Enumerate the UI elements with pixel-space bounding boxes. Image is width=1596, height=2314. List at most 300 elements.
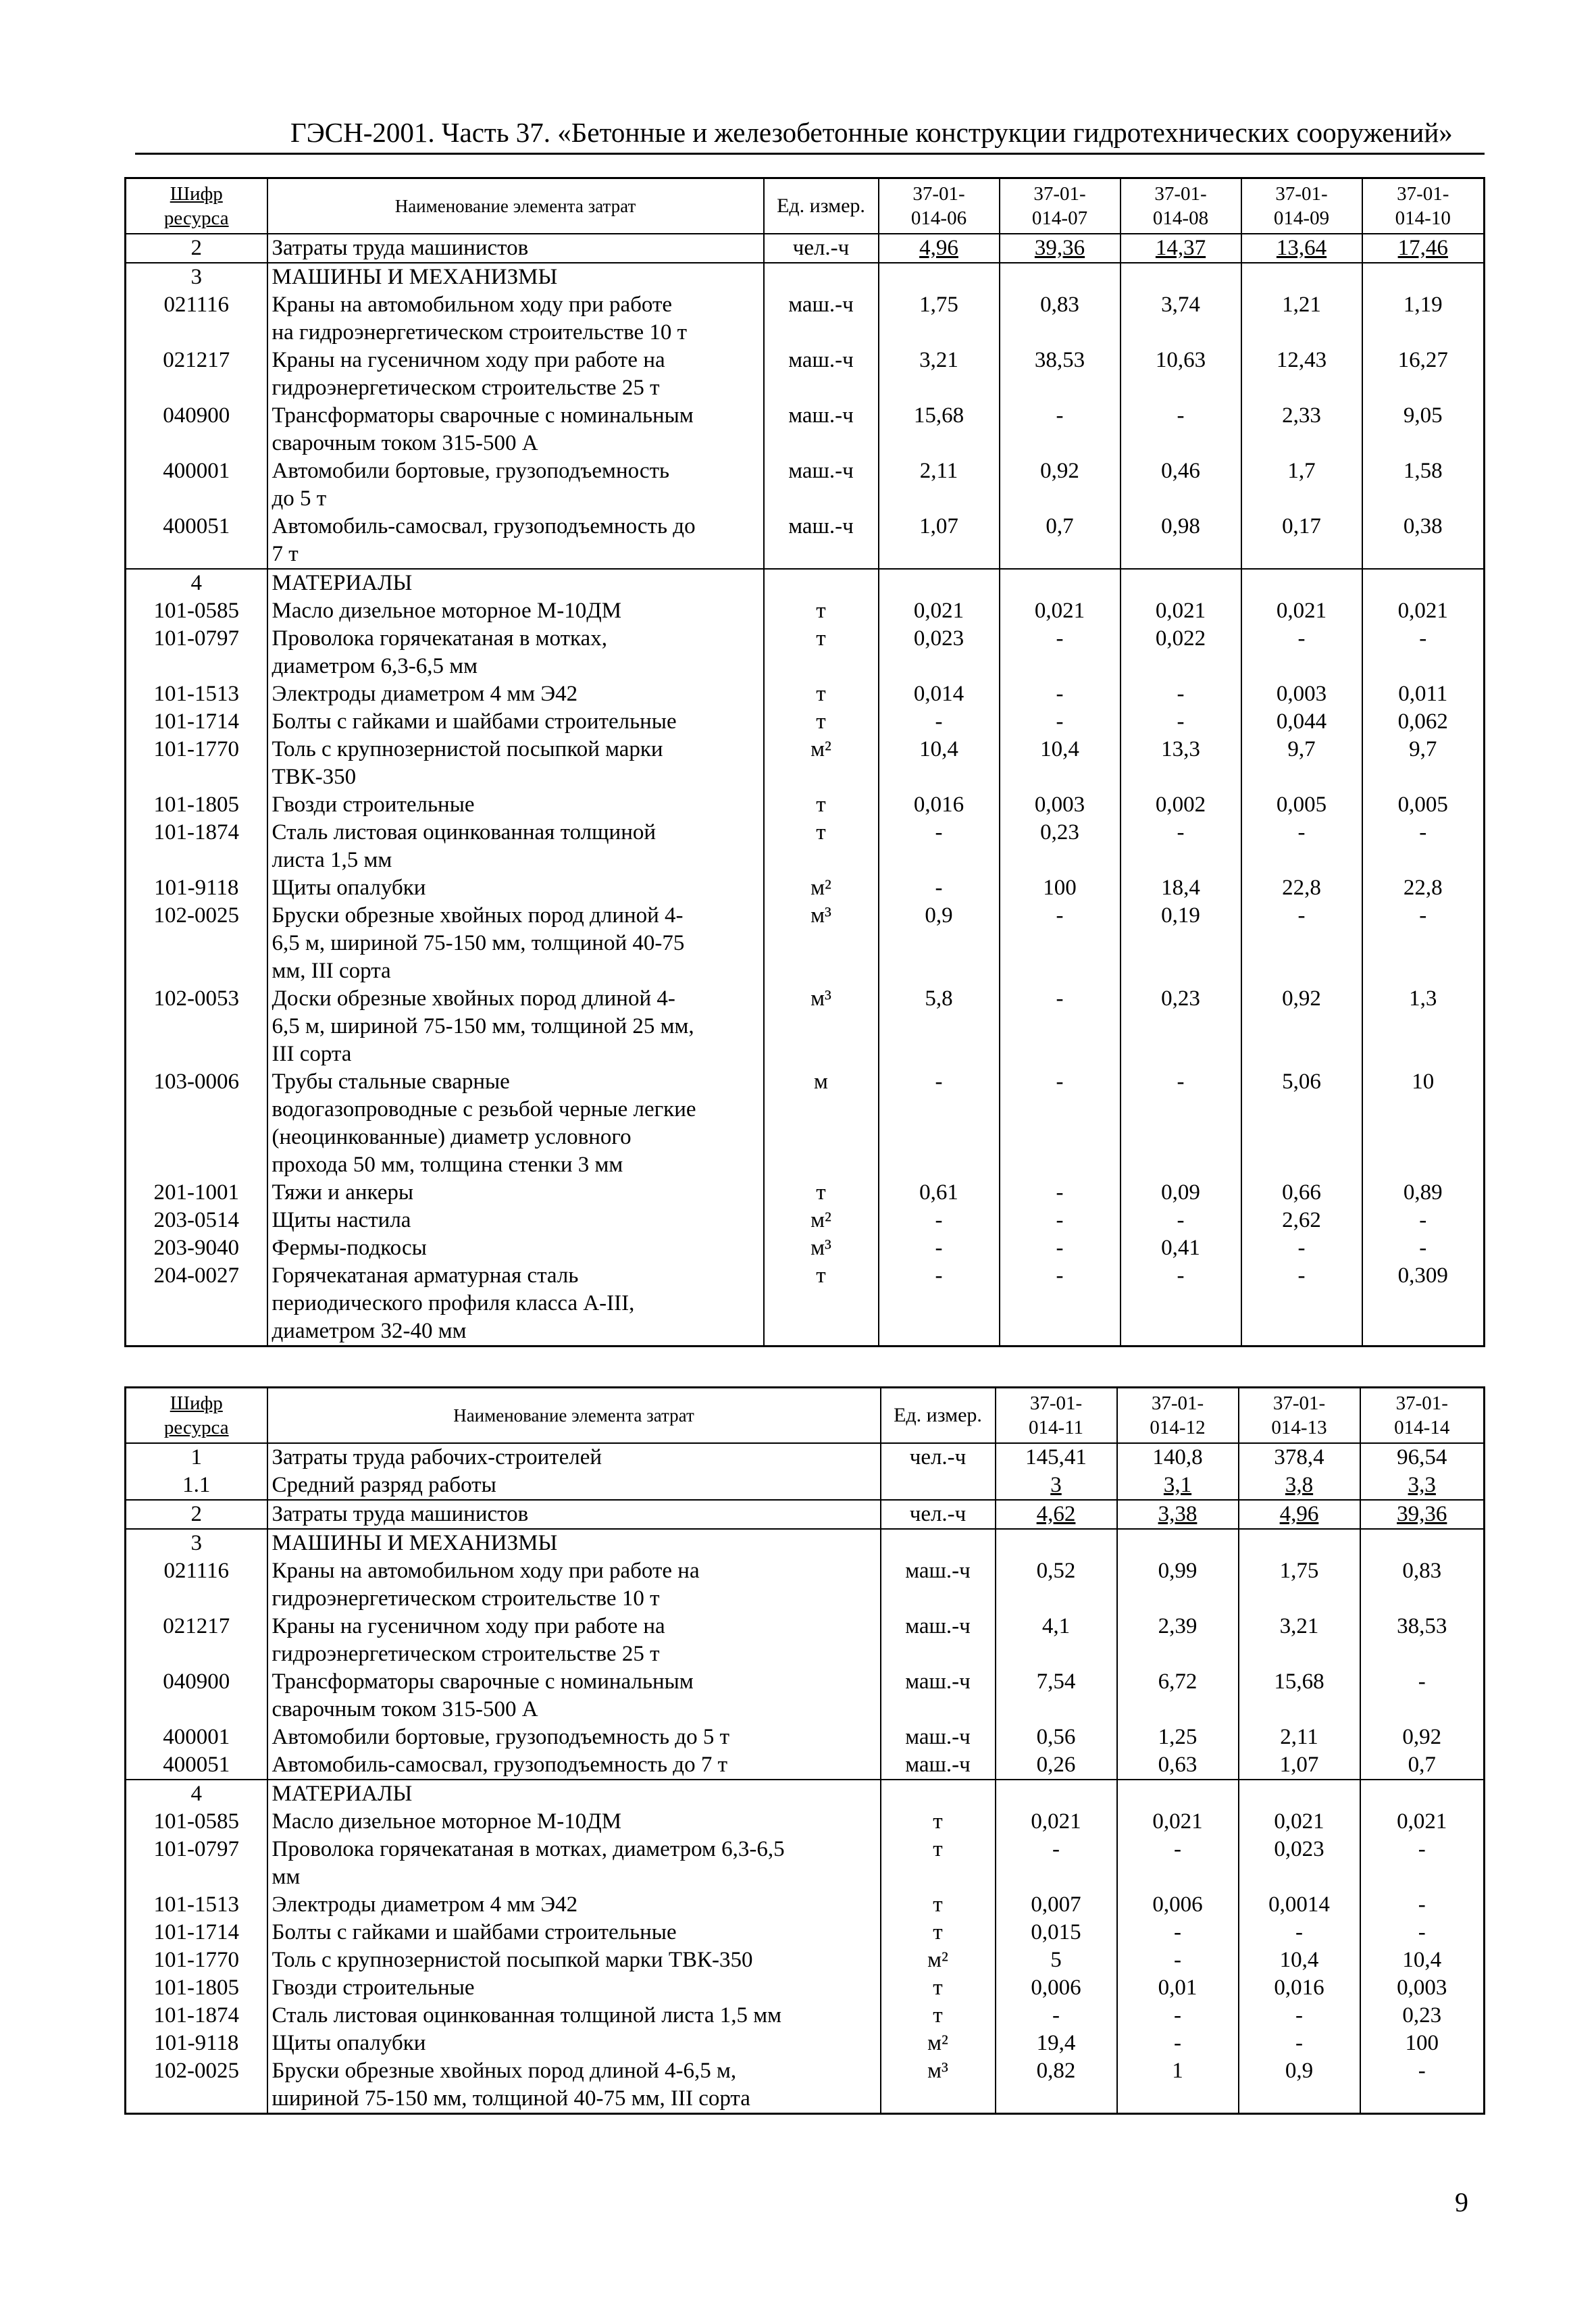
resource-code: 101-1805 [126, 791, 267, 819]
resource-name-line: Краны на гусеничном ходу при работе на [272, 348, 665, 372]
resource-code: 021217 [126, 347, 267, 402]
resource-name-line: Проволока горячекатаная в мотках, [272, 626, 607, 651]
resource-name [267, 1974, 881, 2002]
norm-value: 0,011 [1362, 680, 1485, 708]
norm-value: 0,92 [1360, 1724, 1485, 1751]
resource-name [267, 1179, 764, 1207]
norm-value: 96,54 [1360, 1443, 1485, 1472]
resource-name-line: сварочным током 315-500 А [272, 1697, 538, 1721]
table-header-row [126, 1388, 1485, 1444]
resource-name-line: Доски обрезные хвойных пород длиной 4- [272, 986, 675, 1011]
norm-value: 0,023 [879, 625, 1000, 680]
resource-code: 101-0585 [126, 597, 267, 625]
norm-value: 0,005 [1241, 791, 1362, 819]
unit-of-measure: т [881, 2002, 996, 2030]
resource-name [267, 2057, 881, 2114]
table-row [126, 234, 1485, 263]
resource-code: 021217 [126, 1613, 267, 1668]
norm-value [1121, 234, 1241, 263]
resource-code: 4 [126, 569, 267, 597]
resource-code: 103-0006 [126, 1068, 267, 1179]
table-header-row [126, 178, 1485, 234]
resource-name-line: Болты с гайками и шайбами строительные [272, 709, 677, 734]
resource-name-line: сварочным током 315-500 А [272, 431, 538, 455]
norm-value: 0,021 [879, 597, 1000, 625]
resource-code: 101-9118 [126, 2030, 267, 2057]
norm-value: 0,46 [1121, 457, 1241, 513]
norm-value: 0,003 [1360, 1974, 1485, 2002]
table-row [126, 1443, 1485, 1472]
norm-value: - [1121, 402, 1241, 457]
resource-name-line: Электроды диаметром 4 мм Э42 [272, 682, 578, 706]
resource-name-line: Трансформаторы сварочные с номинальным [272, 403, 694, 428]
resource-code: 101-1714 [126, 1919, 267, 1946]
resource-code: 021116 [126, 1557, 267, 1613]
norm-value: - [1000, 1262, 1121, 1347]
resource-code: 101-1770 [126, 1946, 267, 1974]
norm-value [996, 1780, 1117, 1808]
table-row [126, 1179, 1485, 1207]
norm-value: 9,7 [1362, 736, 1485, 791]
resource-name-line: мм [272, 1865, 301, 1889]
resource-name [267, 597, 764, 625]
resource-name [267, 2002, 881, 2030]
resource-name [267, 347, 764, 402]
norm-value: 0,021 [1121, 597, 1241, 625]
resource-name-line: Толь с крупнозернистой посыпкой марки ТВК-350 [272, 1948, 753, 1972]
resource-code: 101-0797 [126, 1836, 267, 1891]
norm-value: 19,4 [996, 2030, 1117, 2057]
resource-name-line: Краны на автомобильном ходу при работе на [272, 1559, 700, 1583]
code-header: Шифр ресурса [126, 178, 267, 234]
norm-value: 3,74 [1121, 291, 1241, 347]
table-row [126, 1751, 1485, 1780]
resource-name [267, 2030, 881, 2057]
resource-name [267, 1443, 881, 1472]
norm-value: 0,7 [1360, 1751, 1485, 1780]
resource-name-line: Трансформаторы сварочные с номинальным [272, 1669, 694, 1694]
unit-of-measure: т [764, 1262, 879, 1347]
norm-value: - [1362, 625, 1485, 680]
unit-of-measure: т [764, 625, 879, 680]
resource-code: 203-0514 [126, 1207, 267, 1234]
resource-name-line: МАТЕРИАЛЫ [272, 571, 413, 595]
norm-value: 2,33 [1241, 402, 1362, 457]
norm-value [1362, 234, 1485, 263]
norm-value: 1,3 [1362, 985, 1485, 1068]
norm-value-text: 39,36 [1034, 236, 1085, 260]
unit-of-measure [764, 569, 879, 597]
table-row [126, 1946, 1485, 1974]
norm-value: 0,021 [1239, 1808, 1360, 1836]
unit-of-measure: м³ [881, 2057, 996, 2114]
resource-code: 203-9040 [126, 1234, 267, 1262]
norm-value [1362, 263, 1485, 291]
resource-code: 101-1714 [126, 708, 267, 736]
norm-value: 0,016 [1239, 1974, 1360, 2002]
norm-value: 0,63 [1117, 1751, 1239, 1780]
norm-value: 15,68 [879, 402, 1000, 457]
unit-of-measure: чел.-ч [881, 1443, 996, 1472]
norm-value [1362, 569, 1485, 597]
norm-value: 0,9 [1239, 2057, 1360, 2114]
norm-value: - [1000, 985, 1121, 1068]
unit-of-measure: маш.-ч [764, 402, 879, 457]
unit-of-measure: чел.-ч [764, 234, 879, 263]
unit-of-measure: м³ [764, 1234, 879, 1262]
resource-name-line: Автомобиль-самосвал, грузоподъемность до 7 т [272, 1753, 727, 1777]
table-row [126, 291, 1485, 347]
resource-name-line: диаметром 6,3-6,5 мм [272, 654, 478, 678]
norm-value: 5 [996, 1946, 1117, 1974]
resource-name-line: МАШИНЫ И МЕХАНИЗМЫ [272, 1531, 558, 1555]
resource-code: 101-0585 [126, 1808, 267, 1836]
table-row [126, 347, 1485, 402]
resource-name [267, 1668, 881, 1724]
unit-of-measure: м² [764, 874, 879, 902]
norm-value: 0,021 [1117, 1808, 1239, 1836]
norm-value: 1,07 [1239, 1751, 1360, 1780]
table-row [126, 2057, 1485, 2114]
norm-value: - [1360, 1891, 1485, 1919]
resource-name-line: Затраты труда рабочих-строителей [272, 1445, 602, 1469]
resource-name [267, 791, 764, 819]
resource-code: 2 [126, 1500, 267, 1529]
norm-value: 10,4 [1360, 1946, 1485, 1974]
norm-value: - [879, 1234, 1000, 1262]
resource-name-line: Сталь листовая оцинкованная толщиной листа 1,5 мм [272, 2003, 782, 2028]
resource-name [267, 1262, 764, 1347]
resource-name [267, 1234, 764, 1262]
norm-value: 15,68 [1239, 1668, 1360, 1724]
resource-name [267, 1613, 881, 1668]
resource-name-line: прохода 50 мм, толщина стенки 3 мм [272, 1153, 623, 1177]
table-row [126, 902, 1485, 985]
resource-name-line: 6,5 м, шириной 75-150 мм, толщиной 40-75 [272, 931, 685, 955]
resource-name-line: листа 1,5 мм [272, 848, 392, 872]
norm-value: 0,003 [1000, 791, 1121, 819]
unit-of-measure [764, 263, 879, 291]
resource-name-line: Трубы стальные сварные [272, 1070, 510, 1094]
resource-name [267, 263, 764, 291]
norm-value: 0,92 [1241, 985, 1362, 1068]
resource-name-line: Электроды диаметром 4 мм Э42 [272, 1892, 578, 1917]
resource-name-line: Тяжи и анкеры [272, 1180, 414, 1205]
norm-value: 0,19 [1121, 902, 1241, 985]
resource-table-2 [124, 1386, 1485, 2115]
table-row [126, 874, 1485, 902]
norm-value [1239, 1500, 1360, 1529]
norm-value: 1,58 [1362, 457, 1485, 513]
unit-of-measure: м² [881, 1946, 996, 1974]
norm-value: - [1000, 1207, 1121, 1234]
resource-name-line: 6,5 м, шириной 75-150 мм, толщиной 25 мм, [272, 1014, 694, 1038]
norm-value: 0,7 [1000, 513, 1121, 569]
norm-value: 1,25 [1117, 1724, 1239, 1751]
norm-value [1360, 1472, 1485, 1500]
norm-value: 3,21 [1239, 1613, 1360, 1668]
table-row [126, 1919, 1485, 1946]
resource-code: 101-1874 [126, 819, 267, 874]
norm-value: 1,75 [879, 291, 1000, 347]
norm-value [1117, 1780, 1239, 1808]
norm-value: - [1239, 1919, 1360, 1946]
table-row [126, 569, 1485, 597]
resource-name-line: Болты с гайками и шайбами строительные [272, 1920, 677, 1944]
norm-value: - [879, 1068, 1000, 1179]
norm-value: - [1121, 819, 1241, 874]
table-body [126, 234, 1485, 1347]
resource-name [267, 625, 764, 680]
table-row [126, 2030, 1485, 2057]
norm-value: 10,4 [879, 736, 1000, 791]
resource-name-line: гидроэнергетическом строительстве 25 т [272, 1642, 660, 1666]
resource-name-line: водогазопроводные с резьбой черные легкие [272, 1097, 696, 1122]
unit-of-measure [881, 1780, 996, 1808]
norm-value: 0,23 [1000, 819, 1121, 874]
resource-name [267, 736, 764, 791]
resource-code: 101-0797 [126, 625, 267, 680]
resource-code: 102-0025 [126, 2057, 267, 2114]
resource-code: 400051 [126, 1751, 267, 1780]
norm-value: 2,11 [1239, 1724, 1360, 1751]
norm-value: 0,005 [1362, 791, 1485, 819]
resource-name-line: Гвозди строительные [272, 793, 475, 817]
norm-value: 0,006 [1117, 1891, 1239, 1919]
table-row [126, 1724, 1485, 1751]
norm-value: - [1117, 1946, 1239, 1974]
unit-of-measure: маш.-ч [764, 291, 879, 347]
table-row [126, 791, 1485, 819]
unit-of-measure: чел.-ч [881, 1500, 996, 1529]
resource-name-line: Сталь листовая оцинкованная толщиной [272, 820, 657, 845]
norm-value: - [1360, 2057, 1485, 2114]
resource-code: 400051 [126, 513, 267, 569]
table-row [126, 625, 1485, 680]
resource-name-line: Проволока горячекатаная в мотках, диаметром 6,3-6,5 [272, 1837, 785, 1861]
resource-name-line: диаметром 32-40 мм [272, 1319, 467, 1343]
resource-name [267, 1946, 881, 1974]
unit-of-measure: маш.-ч [881, 1724, 996, 1751]
norm-value: - [1121, 708, 1241, 736]
norm-value: 0,89 [1362, 1179, 1485, 1207]
norm-value: 1,19 [1362, 291, 1485, 347]
norm-value: 0,023 [1239, 1836, 1360, 1891]
norm-value: 100 [1000, 874, 1121, 902]
unit-of-measure: маш.-ч [881, 1751, 996, 1780]
norm-value: 100 [1360, 2030, 1485, 2057]
norm-value: 0,09 [1121, 1179, 1241, 1207]
norm-value: 0,41 [1121, 1234, 1241, 1262]
norm-value: - [1239, 2002, 1360, 2030]
resource-code: 101-9118 [126, 874, 267, 902]
resource-name [267, 291, 764, 347]
norm-value: 1,7 [1241, 457, 1362, 513]
table-row [126, 457, 1485, 513]
table-row [126, 513, 1485, 569]
resource-name-line: шириной 75-150 мм, толщиной 40-75 мм, III сорта [272, 2086, 750, 2111]
norm-value: 5,8 [879, 985, 1000, 1068]
resource-name-line: гидроэнергетическом строительстве 25 т [272, 376, 660, 400]
resource-name-line: ТВК-350 [272, 765, 357, 789]
resource-code: 101-1513 [126, 680, 267, 708]
norm-value: - [1000, 1179, 1121, 1207]
resource-name [267, 1836, 881, 1891]
norm-value: - [1362, 902, 1485, 985]
norm-value: - [1000, 625, 1121, 680]
unit-of-measure: м [764, 1068, 879, 1179]
norm-code-header: 37-01- 014-09 [1241, 178, 1362, 234]
resource-name [267, 1068, 764, 1179]
norm-value [1241, 234, 1362, 263]
resource-name-line: Затраты труда машинистов [272, 236, 529, 260]
unit-of-measure: м³ [764, 985, 879, 1068]
resource-name [267, 819, 764, 874]
norm-value: 9,7 [1241, 736, 1362, 791]
table-row [126, 1836, 1485, 1891]
norm-value: 16,27 [1362, 347, 1485, 402]
resource-name [267, 1919, 881, 1946]
resource-name-line: Автомобили бортовые, грузоподъемность до 5 т [272, 1725, 729, 1749]
resource-name-line: Масло дизельное моторное М-10ДМ [272, 599, 622, 623]
resource-name-line: Бруски обрезные хвойных пород длиной 4- [272, 903, 684, 928]
norm-value-text: 17,46 [1397, 236, 1448, 260]
resource-name-line: Краны на автомобильном ходу при работе [272, 293, 673, 317]
resource-name [267, 1207, 764, 1234]
norm-value: 0,9 [879, 902, 1000, 985]
resource-name-line: Автомобиль-самосвал, грузоподъемность до [272, 514, 696, 538]
norm-value: 0,82 [996, 2057, 1117, 2114]
resource-code: 040900 [126, 402, 267, 457]
table-row [126, 1262, 1485, 1347]
resource-code: 3 [126, 263, 267, 291]
unit-of-measure: т [881, 1891, 996, 1919]
norm-value: 0,309 [1362, 1262, 1485, 1347]
norm-value-text: 3,3 [1408, 1473, 1436, 1497]
norm-value: 0,003 [1241, 680, 1362, 708]
norm-value: - [1117, 2030, 1239, 2057]
norm-value-text: 4,62 [1036, 1502, 1076, 1526]
norm-value: - [1117, 2002, 1239, 2030]
norm-value: - [1241, 902, 1362, 985]
norm-value: - [1362, 1234, 1485, 1262]
unit-of-measure: т [764, 1179, 879, 1207]
code-header: Шифр ресурса [126, 1388, 267, 1444]
resource-name-line: МАШИНЫ И МЕХАНИЗМЫ [272, 265, 558, 289]
norm-value: 1 [1117, 2057, 1239, 2114]
norm-value: 22,8 [1362, 874, 1485, 902]
norm-value: - [1000, 708, 1121, 736]
norm-value: 12,43 [1241, 347, 1362, 402]
unit-of-measure: т [881, 1974, 996, 2002]
norm-value: 0,23 [1121, 985, 1241, 1068]
norm-value [1239, 1529, 1360, 1557]
table-row [126, 263, 1485, 291]
unit-of-measure: т [881, 1808, 996, 1836]
norm-value [1241, 263, 1362, 291]
norm-value: - [1241, 625, 1362, 680]
norm-value: 10,4 [1000, 736, 1121, 791]
resource-name [267, 1472, 881, 1500]
norm-value [996, 1529, 1117, 1557]
table-row [126, 1207, 1485, 1234]
resource-name [267, 680, 764, 708]
norm-value: - [1121, 1262, 1241, 1347]
resource-code: 101-1874 [126, 2002, 267, 2030]
table-row [126, 1529, 1485, 1557]
unit-of-measure: маш.-ч [764, 457, 879, 513]
resource-code: 101-1805 [126, 1974, 267, 2002]
resource-code: 040900 [126, 1668, 267, 1724]
resource-code: 102-0025 [126, 902, 267, 985]
norm-value: 0,044 [1241, 708, 1362, 736]
norm-value [1117, 1529, 1239, 1557]
norm-value [1121, 569, 1241, 597]
norm-value: 0,002 [1121, 791, 1241, 819]
norm-value: - [1000, 680, 1121, 708]
norm-value: - [1362, 1207, 1485, 1234]
norm-value: 0,062 [1362, 708, 1485, 736]
unit-of-measure: м² [764, 736, 879, 791]
table-row [126, 736, 1485, 791]
norm-value: - [879, 708, 1000, 736]
norm-value-text: 4,96 [1279, 1502, 1319, 1526]
norm-value-text: 3,8 [1285, 1473, 1314, 1497]
norm-value: 0,021 [1241, 597, 1362, 625]
norm-value [1360, 1780, 1485, 1808]
norm-value: 0,014 [879, 680, 1000, 708]
norm-value-text: 4,96 [919, 236, 958, 260]
resource-code: 4 [126, 1780, 267, 1808]
norm-value [1239, 1472, 1360, 1500]
norm-value [1239, 1780, 1360, 1808]
norm-value: - [1121, 1068, 1241, 1179]
table-row [126, 402, 1485, 457]
unit-of-measure: маш.-ч [764, 347, 879, 402]
norm-value: - [996, 2002, 1117, 2030]
resource-name [267, 874, 764, 902]
norm-value [1117, 1500, 1239, 1529]
norm-value [996, 1500, 1117, 1529]
unit-of-measure: т [881, 1919, 996, 1946]
norm-value: 0,83 [1360, 1557, 1485, 1613]
resource-name-line: на гидроэнергетическом строительстве 10 т [272, 320, 688, 345]
norm-value [879, 263, 1000, 291]
table-row [126, 1068, 1485, 1179]
norm-value: 0,022 [1121, 625, 1241, 680]
norm-value: - [1360, 1668, 1485, 1724]
norm-value: 0,23 [1360, 2002, 1485, 2030]
resource-name [267, 1500, 881, 1529]
norm-value-text: 3 [1050, 1473, 1062, 1497]
unit-of-measure: т [764, 680, 879, 708]
resource-code: 3 [126, 1529, 267, 1557]
resource-name-line: Щиты настила [272, 1208, 411, 1232]
resource-name-line: (неоцинкованные) диаметр условного [272, 1125, 632, 1149]
name-header: Наименование элемента затрат [267, 178, 764, 234]
resource-code: 101-1513 [126, 1891, 267, 1919]
unit-header: Ед. измер. [881, 1388, 996, 1444]
norm-value: - [1360, 1836, 1485, 1891]
norm-value: 0,92 [1000, 457, 1121, 513]
table-row [126, 1668, 1485, 1724]
table-row [126, 1557, 1485, 1613]
norm-code-header: 37-01- 014-11 [996, 1388, 1117, 1444]
resource-code: 1.1 [126, 1472, 267, 1500]
table-row [126, 1234, 1485, 1262]
resource-name [267, 457, 764, 513]
norm-value-text: 14,37 [1155, 236, 1206, 260]
